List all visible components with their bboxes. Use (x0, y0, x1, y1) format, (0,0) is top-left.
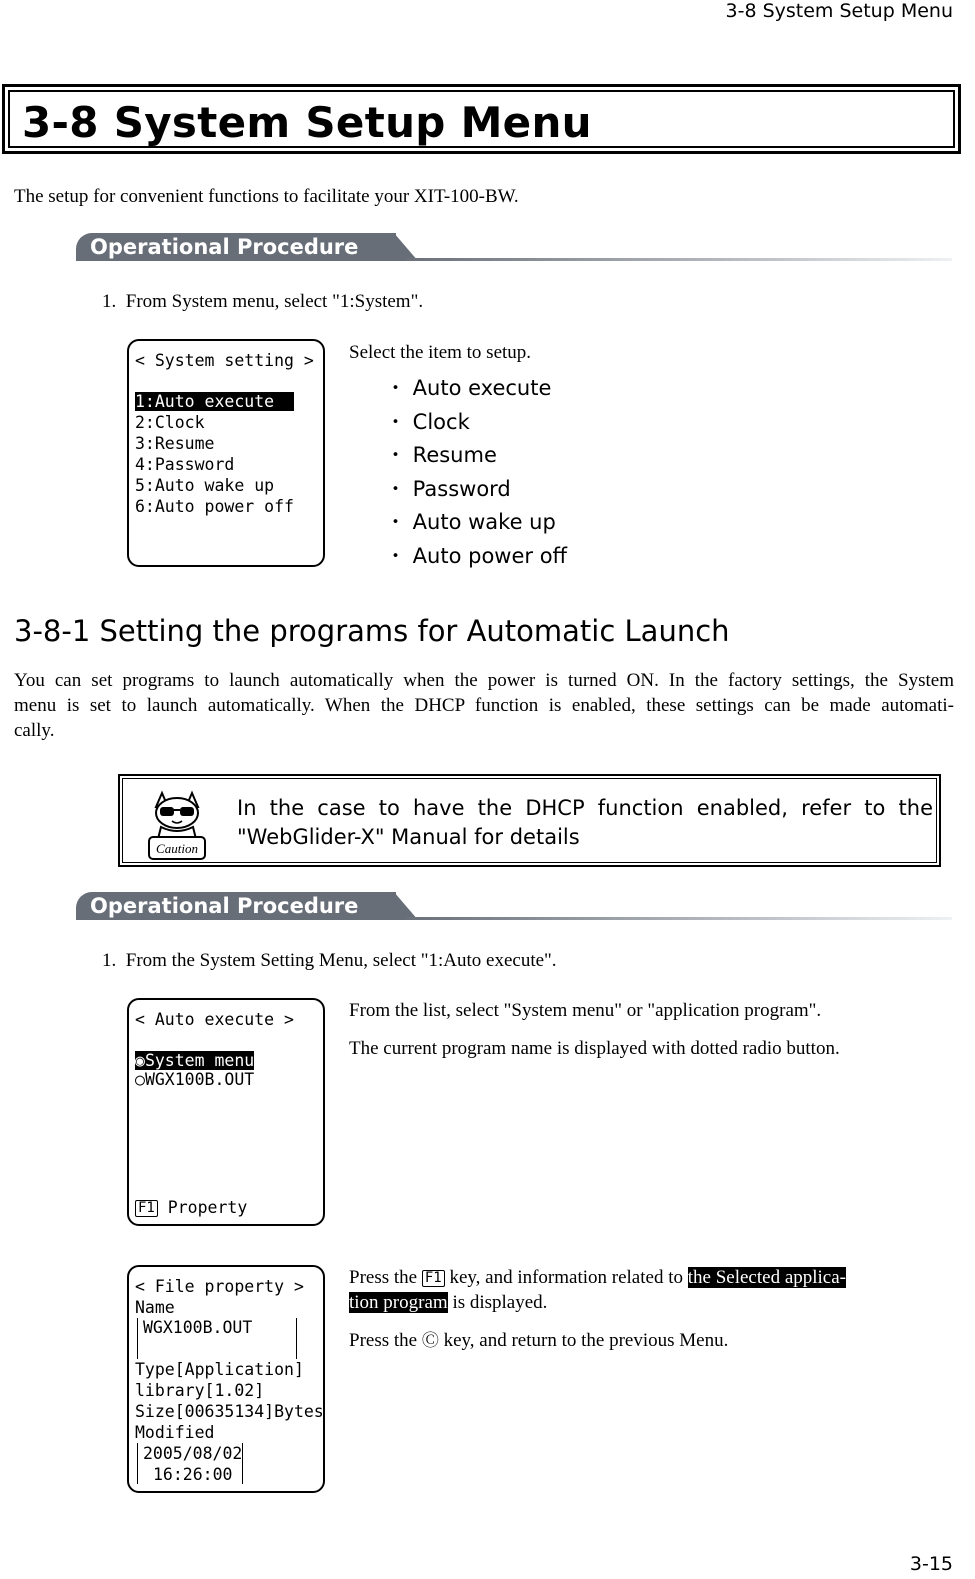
f1-property-softkey[interactable]: F1 Property (135, 1197, 247, 1218)
press-f1-text: Press the F1 key, and information related to the Selected applica- tion program is displayed. (349, 1267, 847, 1313)
menu-item-clock[interactable]: 2:Clock (135, 413, 205, 432)
radio-system-menu[interactable]: ◉System menu (135, 1051, 255, 1070)
caution-cat-icon (145, 787, 213, 863)
paragraph-line: menu is set to launch automatically. When the DHCP function is enabled, these settings can be made automati- (14, 695, 954, 716)
subsection-heading: 3-8-1 Setting the programs for Automatic Launch (14, 614, 730, 648)
menu-item-auto-wake-up[interactable]: 5:Auto wake up (135, 476, 275, 495)
screen-title: < System setting > (135, 351, 314, 370)
caution-text (237, 794, 933, 852)
bullet-item: ・ Password (385, 476, 511, 501)
bullet-item: ・ Auto execute (385, 376, 552, 400)
page-title: 3-8 System Setup Menu (22, 98, 592, 147)
menu-item-auto-execute[interactable]: 1:Auto execute (135, 391, 294, 412)
caution-box (118, 774, 941, 867)
clear-key-icon: Ⓒ (421, 1331, 439, 1351)
modified-time: 16:26:00 (153, 1465, 233, 1484)
procedure-banner-2 (76, 892, 952, 922)
select-list-text: From the list, select "System menu" or "application program". (349, 1000, 822, 1021)
system-setting-screen (127, 339, 325, 567)
menu-item-password[interactable]: 4:Password (135, 455, 235, 474)
auto-execute-screen (127, 998, 325, 1226)
procedure-banner-1 (76, 233, 952, 263)
f1-key-icon: F1 (422, 1270, 445, 1287)
library-line: library[1.02] (135, 1381, 265, 1400)
running-header: 3-8 System Setup Menu (725, 0, 953, 22)
intro-text: The setup for convenient functions to facilitate your XIT-100-BW. (14, 186, 519, 207)
bullet-item: ・ Clock (385, 409, 470, 434)
bullet-item: ・ Auto power off (385, 543, 568, 568)
subsection-paragraph (14, 668, 954, 743)
title-inner-frame (8, 90, 955, 148)
size-line: Size[00635134]Bytes (135, 1402, 324, 1421)
paragraph-line: cally. (14, 720, 55, 741)
bullet-item: ・ Resume (385, 443, 497, 468)
procedure-label: Operational Procedure (90, 894, 359, 918)
menu-item-auto-power-off[interactable]: 6:Auto power off (135, 497, 294, 516)
name-value: WGX100B.OUT (143, 1318, 253, 1337)
page-number: 3-15 (909, 1553, 953, 1575)
svg-text:Caution: Caution (156, 841, 198, 856)
screen-title: < Auto execute > (135, 1010, 294, 1029)
screen-title: < File property > (135, 1277, 304, 1296)
modified-label: Modified (135, 1423, 215, 1442)
radio-application-program[interactable]: ○WGX100B.OUT (135, 1070, 255, 1089)
caution-line: In the case to have the DHCP function enabled, refer to the (237, 796, 933, 820)
step-1-auto-execute: 1. From the System Setting Menu, select "1:Auto execute". (102, 950, 557, 971)
paragraph-line: You can set programs to launch automatically when the power is turned ON. In the factory settings, the System (14, 670, 954, 691)
name-label: Name (135, 1298, 175, 1317)
press-clear-text: Press the Ⓒ key, and return to the previous Menu. (349, 1330, 729, 1351)
procedure-label: Operational Procedure (90, 235, 359, 259)
bullet-list (385, 372, 567, 574)
caution-line: "WebGlider-X" Manual for details (237, 825, 580, 849)
modified-date: 2005/08/02 (143, 1444, 243, 1463)
section-title-box (2, 84, 961, 154)
step-1-system: 1. From System menu, select "1:System". (102, 291, 424, 312)
f1-key-icon: F1 (135, 1200, 158, 1217)
type-line: Type[Application] (135, 1360, 304, 1379)
select-item-text: Select the item to setup. (349, 342, 532, 363)
radio-note-text: The current program name is displayed with dotted radio button. (349, 1038, 840, 1059)
menu-item-resume[interactable]: 3:Resume (135, 434, 215, 453)
bullet-item: ・ Auto wake up (385, 510, 556, 535)
file-property-screen (127, 1265, 325, 1493)
